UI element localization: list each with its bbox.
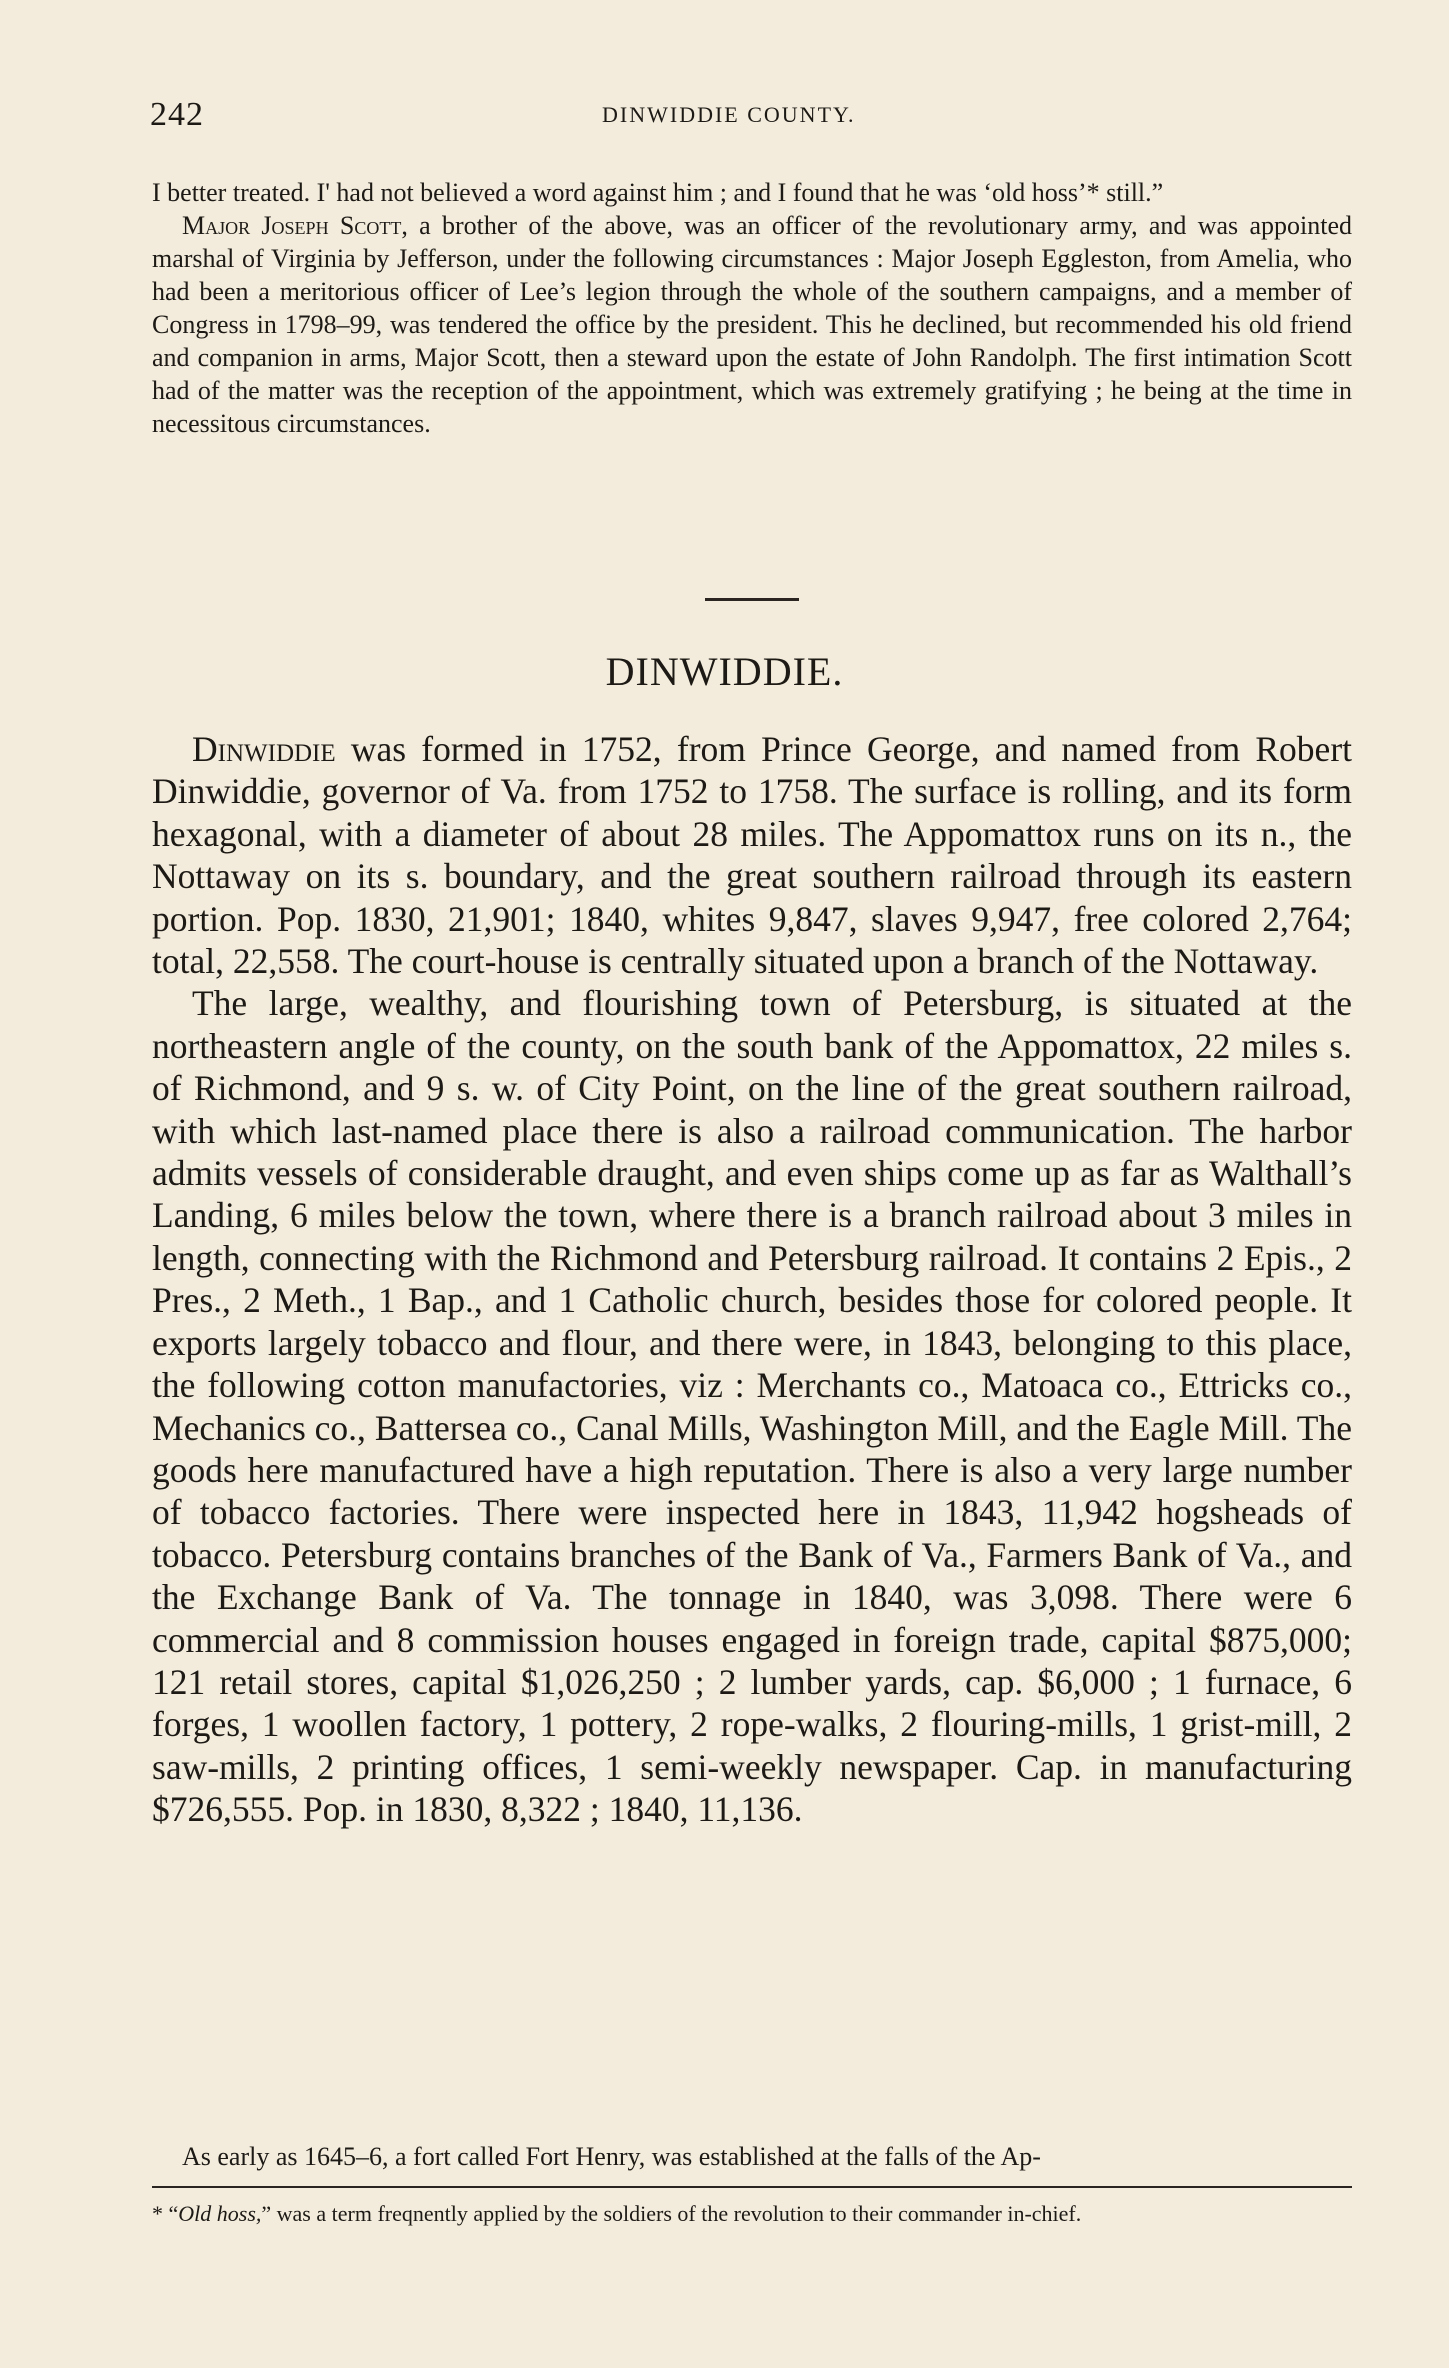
page-header — [150, 96, 1350, 136]
section-divider — [705, 598, 799, 601]
footnote-marker: * “ — [152, 2201, 179, 2226]
page-number: 242 — [150, 96, 204, 133]
footnote-text: ” was a term freqnently applied by the soldiers of the revolution to their commander in-chief. — [261, 2201, 1082, 2226]
continued-line: As early as 1645–6, a fort called Fort Henry, was established at the falls of the Ap- — [182, 2142, 1041, 2171]
continued-biography — [152, 176, 1352, 440]
county-description — [152, 728, 1352, 1831]
scott-paragraph — [152, 209, 1352, 440]
county-lead-word: Dinwiddie — [192, 729, 336, 769]
county-paragraph-text: was formed in 1752, from Prince George, and named from Robert Dinwiddie, governor of Va. from 1752 to 1758. The surface is rolling, and its form hexagonal, with a diameter of about 28 miles. The Appomattox runs on its n., the Nottaway on its s. boundary, and the great southern railroad through its eastern portion. Pop. 1830, 21,901; 1840, whites 9,847, slaves 9,947, free colored 2,764; total, 22,558. The court-house is centrally situated upon a branch of the Nottaway. — [152, 729, 1352, 982]
petersburg-paragraph: The large, wealthy, and flourishing town of Petersburg, is situated at the northeastern angle of the county, on the south bank of the Appomattox, 22 miles s. of Richmond, and 9 s. w. of City Point, on the line of the great southern railroad, with which last-named place there is also a railroad communication. The harbor admits vessels of considerable draught, and even ships come up as far as Walthall’s Landing, 6 miles below the town, where there is a branch railroad about 3 miles in length, connecting with the Richmond and Petersburg railroad. It contains 2 Epis., 2 Pres., 2 Meth., 1 Bap., and 1 Catholic church, besides those for colored people. It exports largely tobacco and flour, and there were, in 1843, belonging to this place, the following cotton manufactories, viz : Merchants co., Matoaca co., Ettricks co., Mechanics co., Battersea co., Canal Mills, Washington Mill, and the Eagle Mill. The goods here manufactured have a high reputation. There is also a very large number of tobacco factories. There were inspected here in 1843, 11,942 hogsheads of tobacco. Petersburg contains branches of the Bank of Va., Farmers Bank of Va., and the Exchange Bank of Va. The tonnage in 1840, was 3,098. There were 6 commercial and 8 commission houses engaged in foreign trade, capital $875,000; 121 retail stores, capital $1,026,250 ; 2 lumber yards, cap. $6,000 ; 1 furnace, 6 forges, 1 woollen factory, 1 pottery, 2 rope-walks, 2 flouring-mills, 1 grist-mill, 2 saw-mills, 2 printing offices, 1 semi-weekly newspaper. Cap. in manufacturing $726,555. Pop. in 1830, 8,322 ; 1840, 11,136. — [152, 983, 1352, 1830]
scott-paragraph-text: a brother of the above, was an officer of the revolutionary army, and was appointed marshal of Virginia by Jefferson, under the following circumstances : Major Joseph Eggleston, from Amelia, who had been a meritorious officer of Lee’s legion through the whole of the southern campaigns, and a member of Congress in 1798–99, was tendered the office by the president. This he declined, but recommended his old friend and companion in arms, Major Scott, then a steward upon the estate of John Randolph. The first intimation Scott had of the matter was the reception of the appointment, which was extremely gratifying ; he being at the time in necessitous circumstances. — [152, 211, 1352, 438]
footnote-term: Old hoss, — [178, 2201, 262, 2226]
county-paragraph — [152, 728, 1352, 982]
running-head: DINWIDDIE COUNTY. — [602, 102, 856, 127]
person-name: Major Joseph Scott, — [182, 211, 408, 240]
section-title: DINWIDDIE. — [605, 649, 844, 694]
footnote — [152, 2200, 1352, 2227]
footnote-divider — [152, 2186, 1352, 2188]
quote-ending-paragraph: I better treated. I' had not believed a word against him ; and I found that he was ‘old hoss’* still.” — [152, 178, 1164, 207]
